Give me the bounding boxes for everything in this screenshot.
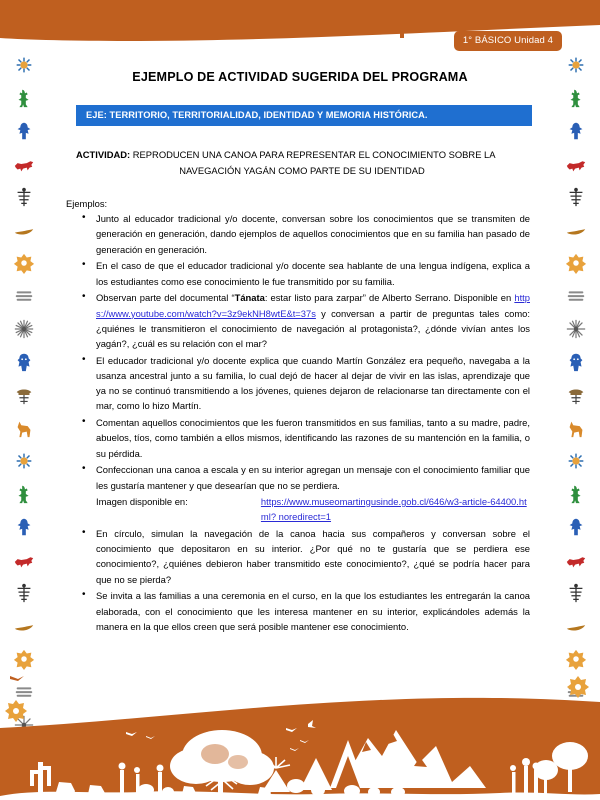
bullet-text: Se invita a las familias a una ceremonia en el curso, en la que los estudiantes les entregarán la canoa elaborada, con el conocimiento que les interesa mantener en su interior, explicándoles además la manera en la que ellos creen que será posible mantener ese conocimiento. (96, 590, 530, 632)
list-item (96, 290, 530, 351)
green-bird-icon (565, 483, 587, 505)
canoe-icon (565, 219, 587, 241)
green-bird-icon (13, 87, 35, 109)
totem-figure-icon (13, 186, 35, 208)
list-item (96, 353, 530, 414)
museum-image-link[interactable]: https://www.museomartingusinde.gob.cl/646/w3-article-64400.html? noredirect=1 (260, 495, 527, 523)
blue-figure-icon (565, 120, 587, 142)
totem-figure-icon (565, 186, 587, 208)
bullet-text: El educador tradicional y/o docente explica que cuando Martín González era pequeño, navegaba a la usanza ancestral junto a su familia, lo cual dejó de hacer al dejar de vivir en las islas, aprendizaje que ya no se continuó transmitiendo a los jóvenes, quienes dejaron de relacionarse tan directamente con el mar, como lo hizo Martín. (96, 354, 530, 412)
bullet-text: Confeccionan una canoa a escala y en su interior agregan un mensaje con el conocimiento familiar que les gustaría mantener y que desearían que no se perdiera. (96, 464, 530, 491)
list-item (96, 526, 530, 587)
examples-list (66, 211, 530, 634)
bullet-text: Junto al educador tradicional y/o docente, conversan sobre los conocimientos que se transmiten de generación en generación, dando ejemplos de aquellos conocimientos que en su familia han pasado de generación en generación. (96, 213, 530, 255)
list-item (96, 415, 530, 461)
bullet-text-post: y conversan a partir de preguntas tales como: ¿quiénes le transmitieron el conocimiento de navegación al protagonista?, ¿dónde vivían antes los yagán?, ¿cuál es su relación con el mar? (96, 307, 530, 350)
list-item (96, 588, 530, 634)
bottom-landscape-illustration (0, 670, 600, 800)
document-content (58, 56, 542, 635)
basket-icon (13, 285, 35, 307)
bullet-text: Comentan aquellos conocimientos que les fueron transmitidos en sus familias, tanto a su madre, padre, abuelos, tíos, como también a ellos mismos, identificando las razones de su mantención en la familia, o su pérdida. (96, 417, 530, 459)
blue-figure-icon (13, 516, 35, 538)
actividad-line-2: NAVEGACIÓN YAGÁN COMO PARTE DE SU IDENTIDAD (179, 164, 425, 176)
canoe-icon (565, 615, 587, 637)
left-decorative-rail (2, 48, 46, 693)
grey-starburst-icon (13, 318, 35, 340)
bullet-text: En el caso de que el educador tradicional y/o docente sea hablante de una lengua indígena, explica a los estudiantes como ese conocimiento le fue transmitido por su familia. (96, 260, 530, 287)
actividad-line-1: REPRODUCEN UNA CANOA PARA REPRESENTAR EL CONOCIMIENTO SOBRE LA (132, 149, 496, 160)
youtube-link[interactable]: https://www.youtube.com/watch?v=3z9ekNH8wtE&t=37s (96, 292, 530, 319)
unit-badge: 1° BÁSICO Unidad 4 (454, 31, 562, 51)
red-fox-icon (565, 549, 587, 571)
actividad-separator: : (127, 149, 131, 160)
totem-figure-icon (13, 582, 35, 604)
eje-banner: EJE: TERRITORIO, TERRITORIALIDAD, IDENTIDAD Y MEMORIA HISTÓRICA. (76, 105, 532, 126)
basket-icon (565, 285, 587, 307)
right-decorative-rail (554, 48, 598, 693)
spider-motif-icon (565, 54, 587, 76)
actividad-label: ACTIVIDAD (76, 149, 128, 160)
bullet-text: En círculo, simulan la navegación de la canoa hacia sus compañeros y conversan sobre el conocimiento que depositaron en su interior. ¿Por qué no te gustaría que se perdiera ese conocimiento?, ¿quiénes debieron haber transmitido este conocimiento?, ¿qué se podría hacer para que no se pierda? (96, 527, 530, 585)
documentary-title: Tánata (234, 292, 265, 304)
green-bird-icon (565, 87, 587, 109)
yellow-sun-icon (13, 252, 35, 274)
blue-mask-icon (565, 351, 587, 373)
yellow-sun-icon (13, 648, 35, 670)
spider-motif-icon (13, 450, 35, 472)
totem-figure-icon (565, 582, 587, 604)
list-item (96, 211, 530, 257)
examples-label: Ejemplos: (66, 198, 108, 210)
bullet-text-pre: Observan parte del documental “ (96, 292, 235, 304)
image-source-label: Imagen disponible en: (96, 495, 188, 507)
spider-motif-icon (13, 54, 35, 76)
blue-figure-icon (565, 516, 587, 538)
orange-llama-icon (565, 417, 587, 439)
hut-figure-icon (13, 384, 35, 406)
canoe-icon (13, 219, 35, 241)
blue-mask-icon (13, 351, 35, 373)
canoe-icon (13, 615, 35, 637)
grey-starburst-icon (565, 318, 587, 340)
actividad-block (76, 148, 528, 178)
yellow-sun-icon (565, 648, 587, 670)
spider-motif-icon (565, 450, 587, 472)
green-bird-icon (13, 483, 35, 505)
red-fox-icon (565, 153, 587, 175)
hut-figure-icon (565, 384, 587, 406)
list-item (96, 462, 530, 524)
yellow-sun-icon (565, 252, 587, 274)
blue-figure-icon (13, 120, 35, 142)
list-item (96, 258, 530, 288)
red-fox-icon (13, 153, 35, 175)
orange-llama-icon (13, 417, 35, 439)
page-title: EJEMPLO DE ACTIVIDAD SUGERIDA DEL PROGRAMA (132, 70, 468, 84)
red-fox-icon (13, 549, 35, 571)
bullet-text-mid: : estar listo para zarpar” de Alberto Serrano. Disponible en (264, 292, 515, 304)
image-source-row (96, 494, 530, 524)
